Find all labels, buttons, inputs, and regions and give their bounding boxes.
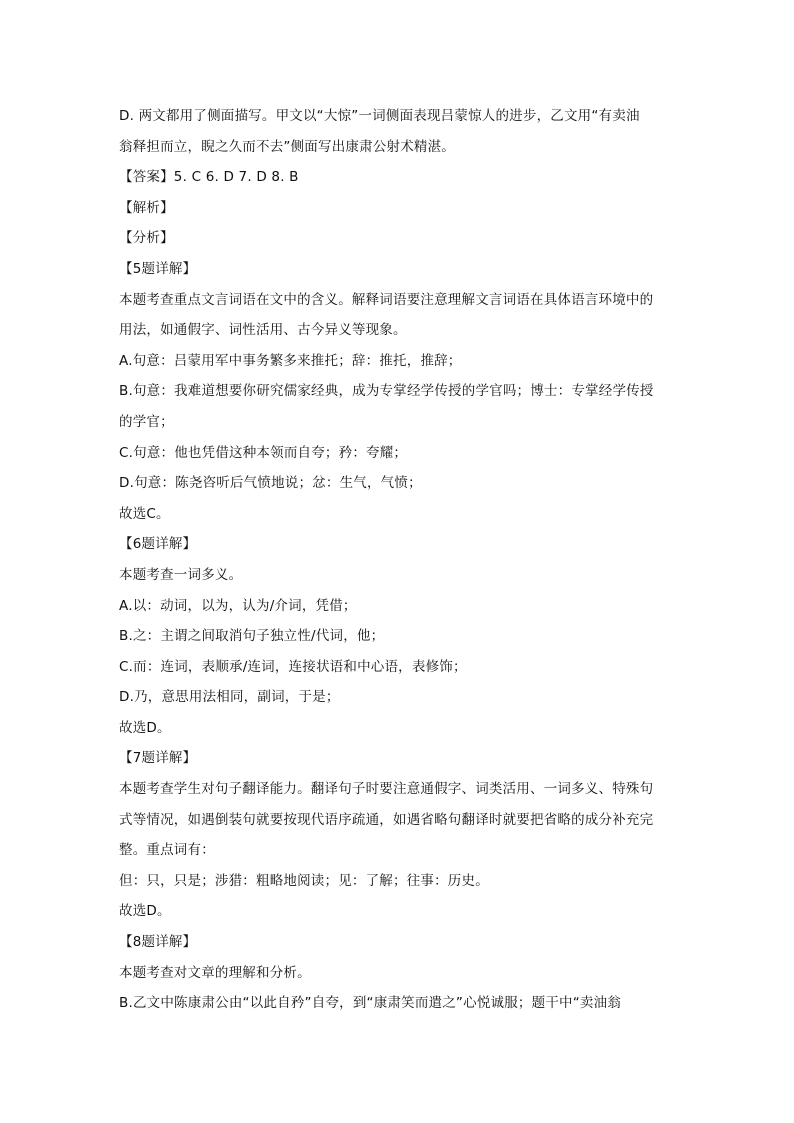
- breakdown-heading: 【分析】: [119, 230, 174, 247]
- text-line: 但：只，只是；涉猎：粗略地阅读；见：了解；往事：历史。: [119, 872, 489, 889]
- text-line: 本题考查对文章的理解和分析。: [119, 964, 311, 981]
- text-line: C.句意：他也凭借这种本领而自夸；矜：夸耀；: [119, 444, 408, 461]
- question-8-heading: 【8题详解】: [119, 934, 197, 951]
- analysis-heading: 【解析】: [119, 199, 174, 216]
- text-line: B.之：主谓之间取消句子独立性/代词，他；: [119, 628, 385, 645]
- text-line: B.句意：我难道想要你研究儒家经典，成为专掌经学传授的学官吗；博士：专掌经学传授: [119, 383, 654, 400]
- question-5-heading: 【5题详解】: [119, 260, 197, 277]
- text-line: 式等情况，如遇倒装句就要按现代语序疏通，如遇省略句翻译时就要把省略的成分补充完: [119, 811, 654, 828]
- text-line: 整。重点词有：: [119, 842, 215, 859]
- text-line: 故选D。: [119, 903, 171, 920]
- text-line: 故选C。: [119, 505, 170, 522]
- question-7-heading: 【7题详解】: [119, 750, 197, 767]
- answer-line: 【答案】5. C 6. D 7. D 8. B: [119, 169, 299, 186]
- text-line: B.乙文中陈康肃公由“以此自矜”自夸，到“康肃笑而遣之”心悦诚服；题干中“卖油翁: [119, 995, 622, 1012]
- text-line: 的学官；: [119, 413, 174, 430]
- text-line: 用法，如通假字、词性活用、古今异义等现象。: [119, 322, 407, 339]
- text-line: A.以：动词，以为，认为/介词，凭借；: [119, 597, 357, 614]
- text-line: D.乃，意思用法相同，副词，于是；: [119, 689, 340, 706]
- text-line: 本题考查一词多义。: [119, 566, 243, 583]
- text-line: D. 两文都用了侧面描写。甲文以“大惊”一词侧面表现吕蒙惊人的进步，乙文用“有卖油: [119, 108, 640, 124]
- text-line: 翁释担而立，睨之久而不去”侧面写出康肃公射术精湛。: [119, 138, 455, 155]
- text-line: 本题考查学生对句子翻译能力。翻译句子时要注意通假字、词类活用、一词多义、特殊句: [119, 781, 654, 798]
- text-line: A.句意：吕蒙用军中事务繁多来推托；辞：推托，推辞；: [119, 352, 462, 369]
- text-line: C.而：连词，表顺承/连词，连接状语和中心语，表修饰；: [119, 658, 467, 675]
- document-body: [119, 101, 679, 1019]
- text-line: 故选D。: [119, 719, 171, 736]
- text-line: 本题考查重点文言词语在文中的含义。解释词语要注意理解文言词语在具体语言环境中的: [119, 291, 654, 308]
- text-line: D.句意：陈尧咨听后气愤地说；忿：生气，气愤；: [119, 475, 422, 492]
- question-6-heading: 【6题详解】: [119, 536, 197, 553]
